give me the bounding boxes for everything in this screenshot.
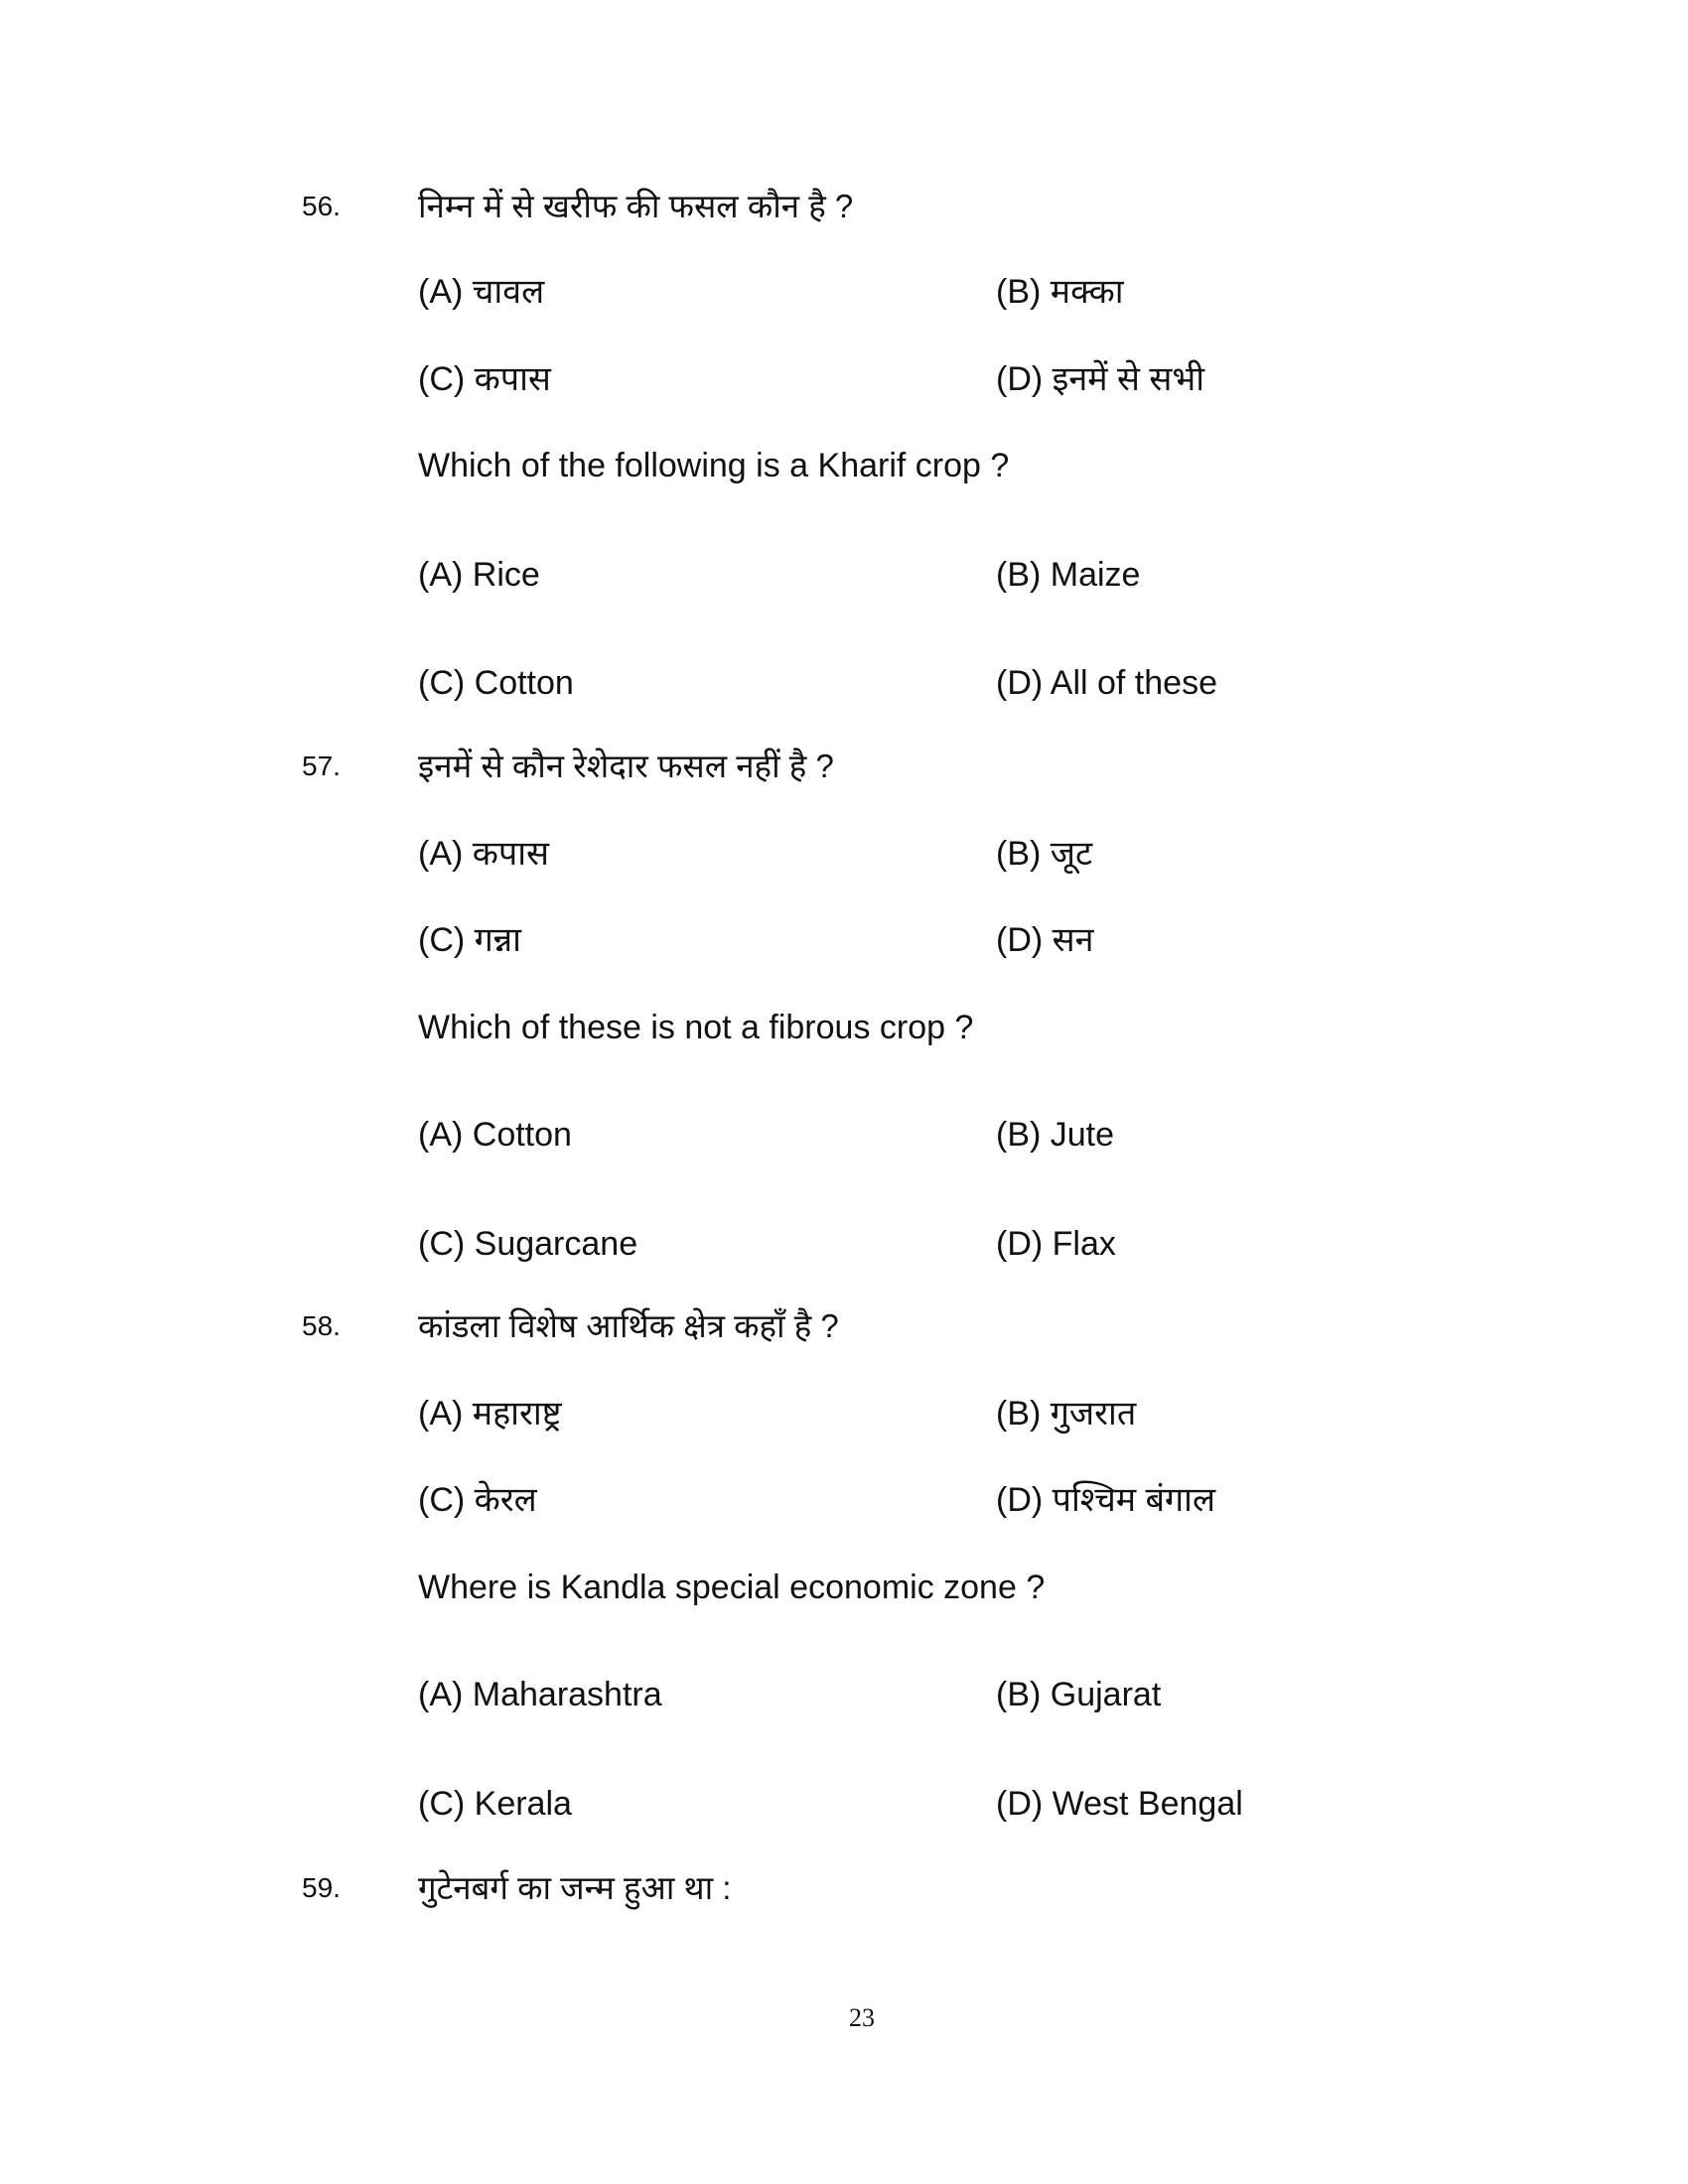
page-number: 23: [849, 2003, 875, 2032]
option-d-hindi: (D) पश्चिम बंगाल: [996, 1481, 1215, 1519]
question-text-hindi: इनमें से कौन रेशेदार फसल नहीं है ?: [418, 748, 834, 784]
option-d-english: (D) West Bengal: [996, 1785, 1243, 1823]
option-a-hindi: (A) कपास: [418, 835, 549, 873]
question-text-english: Which of the following is a Kharif crop ?: [418, 447, 1010, 484]
option-b-english: (B) Gujarat: [996, 1676, 1162, 1713]
question-text-hindi: गुटेनबर्ग का जन्म हुआ था :: [418, 1869, 732, 1906]
option-b-english: (B) Maize: [996, 556, 1141, 594]
question-text-english: Where is Kandla special economic zone ?: [418, 1569, 1046, 1606]
question-text-hindi: कांडला विशेष आर्थिक क्षेत्र कहाँ है ?: [418, 1307, 839, 1344]
option-a-english: (A) Rice: [418, 556, 540, 594]
option-b-hindi: (B) जूट: [996, 835, 1093, 873]
option-b-hindi: (B) गुजरात: [996, 1395, 1137, 1433]
option-c-english: (C) Kerala: [418, 1785, 572, 1823]
question-number: 59.: [302, 1872, 341, 1903]
option-a-hindi: (A) चावल: [418, 273, 545, 311]
option-d-hindi: (D) सन: [996, 921, 1094, 959]
option-a-english: (A) Maharashtra: [418, 1676, 662, 1713]
option-c-english: (C) Sugarcane: [418, 1225, 638, 1263]
option-a-english: (A) Cotton: [418, 1116, 572, 1154]
option-d-hindi: (D) इनमें से सभी: [996, 360, 1205, 398]
option-c-hindi: (C) केरल: [418, 1481, 537, 1519]
option-c-english: (C) Cotton: [418, 664, 574, 702]
option-d-english: (D) All of these: [996, 664, 1217, 702]
option-d-english: (D) Flax: [996, 1225, 1116, 1263]
option-b-english: (B) Jute: [996, 1116, 1115, 1154]
option-c-hindi: (C) कपास: [418, 360, 551, 398]
option-a-hindi: (A) महाराष्ट्र: [418, 1395, 562, 1433]
question-text-hindi: निम्न में से खरीफ की फसल कौन है ?: [418, 188, 854, 224]
question-number: 57.: [302, 751, 341, 781]
question-number: 58.: [302, 1310, 341, 1341]
option-b-hindi: (B) मक्का: [996, 273, 1124, 311]
question-number: 56.: [302, 191, 341, 221]
question-text-english: Which of these is not a fibrous crop ?: [418, 1009, 974, 1046]
option-c-hindi: (C) गन्ना: [418, 921, 521, 959]
